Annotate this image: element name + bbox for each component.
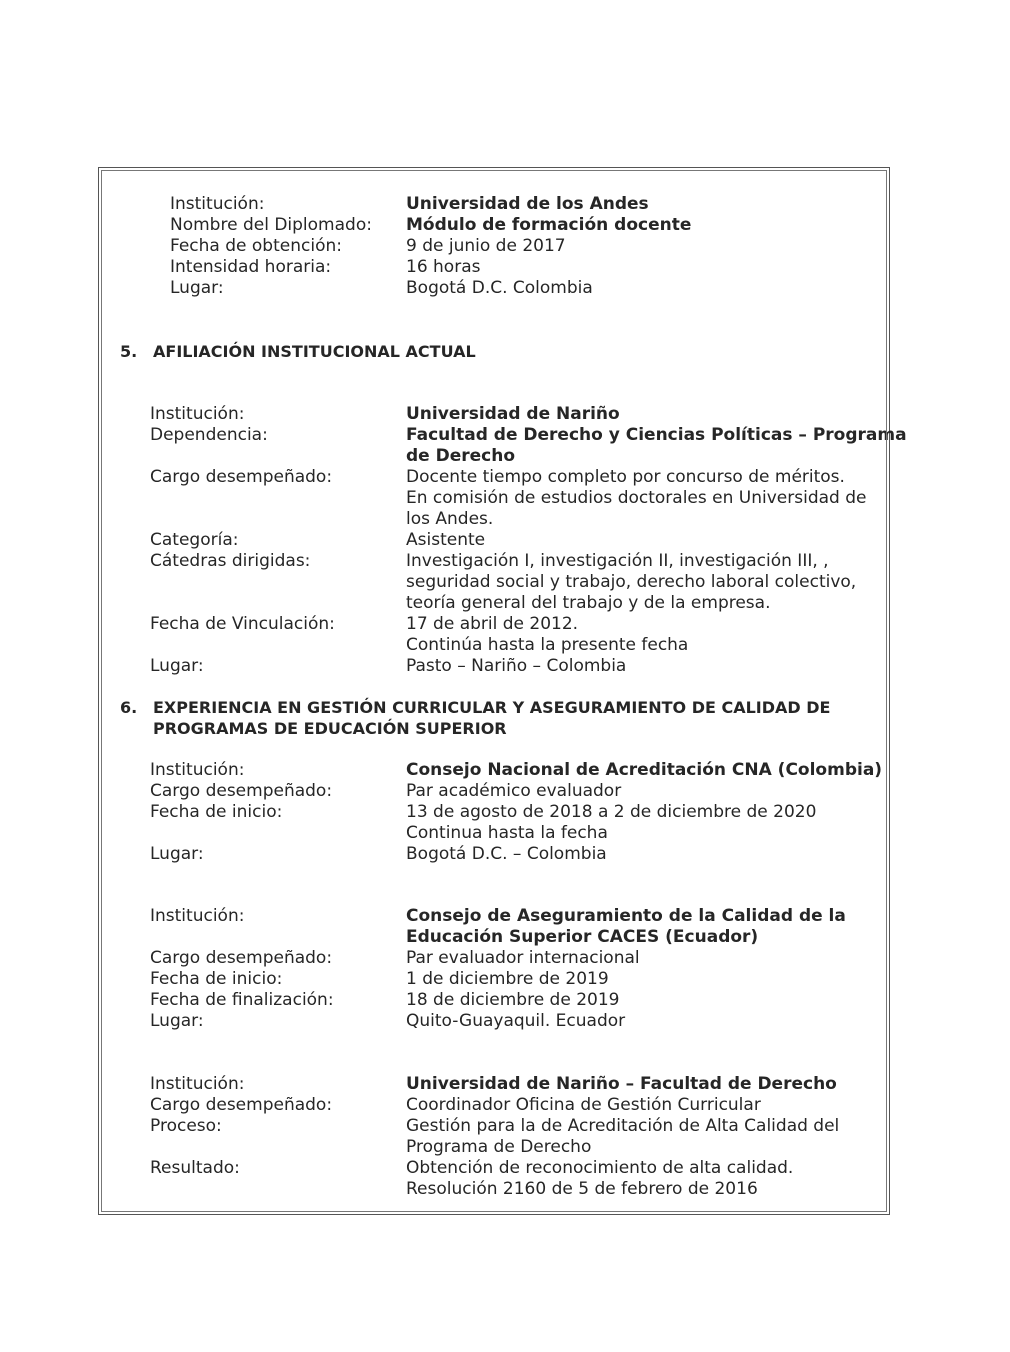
field-row: [99, 781, 889, 802]
field-value: [406, 194, 868, 215]
field-value-line: 18 de diciembre de 2019: [406, 990, 620, 1010]
field-row: [99, 969, 889, 990]
diplomado-block: [99, 194, 889, 299]
field-row: [99, 1116, 889, 1158]
field-row: [99, 1011, 889, 1032]
field-value: [406, 906, 868, 948]
field-value: [406, 1095, 868, 1116]
field-value-line: Investigación I, investigación II, investigación III, ,: [406, 551, 829, 571]
field-value-line: En comisión de estudios doctorales en Universidad de: [406, 488, 867, 508]
field-row: [99, 614, 889, 656]
field-value-line: 17 de abril de 2012.: [406, 614, 579, 634]
field-value: [406, 802, 868, 844]
field-label: Lugar:: [170, 278, 224, 298]
field-value-line: Educación Superior CACES (Ecuador): [406, 927, 759, 947]
field-label: Fecha de inicio:: [150, 969, 283, 989]
field-value: [406, 278, 868, 299]
field-row: [99, 948, 889, 969]
field-row: [99, 467, 889, 530]
field-value-line: 16 horas: [406, 257, 481, 277]
field-label: Cargo desempeñado:: [150, 948, 333, 968]
section-number: 5.: [120, 342, 138, 361]
document-frame: [98, 167, 907, 1215]
field-label: Nombre del Diplomado:: [170, 215, 372, 235]
field-value: [406, 969, 868, 990]
field-row: [99, 236, 889, 257]
field-row: [99, 425, 907, 467]
field-value-line: Continúa hasta la presente fecha: [406, 635, 689, 655]
field-value-line: Módulo de formación docente: [406, 215, 692, 235]
field-row: [99, 760, 889, 781]
field-value-line: Continua hasta la fecha: [406, 823, 608, 843]
field-value-line: de Derecho: [406, 446, 516, 466]
field-row: [99, 215, 889, 236]
field-value-line: Facultad de Derecho y Ciencias Políticas – Programa: [406, 425, 907, 445]
field-value: [406, 1116, 868, 1158]
field-value-line: Quito-Guayaquil. Ecuador: [406, 1011, 626, 1031]
field-row: [99, 1074, 889, 1095]
field-label: Proceso:: [150, 1116, 222, 1136]
field-value-line: Obtención de reconocimiento de alta calidad.: [406, 1158, 794, 1178]
field-value-line: Asistente: [406, 530, 486, 550]
field-value-line: Programa de Derecho: [406, 1137, 592, 1157]
afiliacion-block: [99, 404, 907, 677]
field-row: [99, 404, 889, 425]
field-label: Intensidad horaria:: [170, 257, 332, 277]
field-row: [99, 1158, 889, 1200]
field-value-line: Par evaluador internacional: [406, 948, 640, 968]
field-value-line: los Andes.: [406, 509, 494, 529]
field-value: [406, 236, 868, 257]
field-label: Cátedras dirigidas:: [150, 551, 311, 571]
field-label: Fecha de inicio:: [150, 802, 283, 822]
field-row: [99, 278, 889, 299]
field-value: [406, 1158, 868, 1200]
field-value-line: seguridad social y trabajo, derecho laboral colectivo,: [406, 572, 857, 592]
field-label: Institución:: [150, 404, 245, 424]
field-value: [406, 467, 868, 530]
field-label: Cargo desempeñado:: [150, 467, 333, 487]
field-value-line: Bogotá D.C. Colombia: [406, 278, 593, 298]
field-row: [99, 1095, 889, 1116]
field-value-line: teoría general del trabajo y de la empresa.: [406, 593, 771, 613]
field-row: [99, 906, 889, 948]
field-row: [99, 551, 889, 614]
field-value: [406, 530, 868, 551]
field-row: [99, 194, 889, 215]
field-label: Fecha de obtención:: [170, 236, 342, 256]
field-value-line: Universidad de Nariño – Facultad de Derecho: [406, 1074, 837, 1094]
field-value-line: 1 de diciembre de 2019: [406, 969, 609, 989]
field-row: [99, 530, 889, 551]
field-label: Cargo desempeñado:: [150, 781, 333, 801]
field-value: [406, 614, 868, 656]
field-value: [406, 1011, 868, 1032]
field-value: [406, 760, 883, 781]
experiencia-block-cna: [99, 760, 889, 865]
field-value: [406, 781, 868, 802]
field-row: [99, 990, 889, 1011]
section-number: 6.: [120, 698, 138, 717]
field-label: Categoría:: [150, 530, 239, 550]
field-value-line: Docente tiempo completo por concurso de méritos.: [406, 467, 845, 487]
field-label: Fecha de Vinculación:: [150, 614, 335, 634]
field-label: Institución:: [150, 906, 245, 926]
field-label: Institución:: [150, 760, 245, 780]
field-value: [406, 425, 907, 467]
field-value: [406, 844, 868, 865]
field-label: Cargo desempeñado:: [150, 1095, 333, 1115]
field-label: Fecha de finalización:: [150, 990, 334, 1010]
field-label: Institución:: [150, 1074, 245, 1094]
section-title: AFILIACIÓN INSTITUCIONAL ACTUAL: [153, 342, 476, 361]
section-6-heading: [120, 697, 830, 739]
field-label: Lugar:: [150, 1011, 204, 1031]
field-value-line: Universidad de Nariño: [406, 404, 620, 424]
field-label: Institución:: [170, 194, 265, 214]
field-value-line: 9 de junio de 2017: [406, 236, 566, 256]
field-value-line: Par académico evaluador: [406, 781, 622, 801]
field-label: Lugar:: [150, 844, 204, 864]
field-value: [406, 990, 868, 1011]
field-value-line: Resolución 2160 de 5 de febrero de 2016: [406, 1179, 758, 1199]
field-value-line: Consejo de Aseguramiento de la Calidad de la: [406, 906, 846, 926]
field-row: [99, 257, 889, 278]
field-value-line: Coordinador Oficina de Gestión Curricular: [406, 1095, 761, 1115]
field-value: [406, 215, 868, 236]
field-label: Lugar:: [150, 656, 204, 676]
section-title: EXPERIENCIA EN GESTIÓN CURRICULAR Y ASEGURAMIENTO DE CALIDAD DE PROGRAMAS DE EDUCACIÓN SUPERIOR: [153, 698, 831, 738]
document-content: [99, 168, 907, 1214]
field-value: [406, 1074, 868, 1095]
field-row: [99, 656, 889, 677]
experiencia-block-udenar: [99, 1074, 889, 1200]
field-value: [406, 404, 868, 425]
field-value-line: Gestión para la de Acreditación de Alta Calidad del: [406, 1116, 840, 1136]
field-value: [406, 656, 868, 677]
field-label: Dependencia:: [150, 425, 268, 445]
field-value-line: Bogotá D.C. – Colombia: [406, 844, 607, 864]
field-value: [406, 551, 868, 614]
field-value-line: Universidad de los Andes: [406, 194, 649, 214]
field-value-line: Pasto – Nariño – Colombia: [406, 656, 627, 676]
section-5-heading: [120, 341, 476, 362]
field-row: [99, 802, 889, 844]
field-value-line: 13 de agosto de 2018 a 2 de diciembre de 2020: [406, 802, 817, 822]
field-row: [99, 844, 889, 865]
experiencia-block-caces: [99, 906, 889, 1032]
field-label: Resultado:: [150, 1158, 240, 1178]
field-value: [406, 257, 868, 278]
field-value: [406, 948, 868, 969]
field-value-line: Consejo Nacional de Acreditación CNA (Colombia): [406, 760, 883, 780]
